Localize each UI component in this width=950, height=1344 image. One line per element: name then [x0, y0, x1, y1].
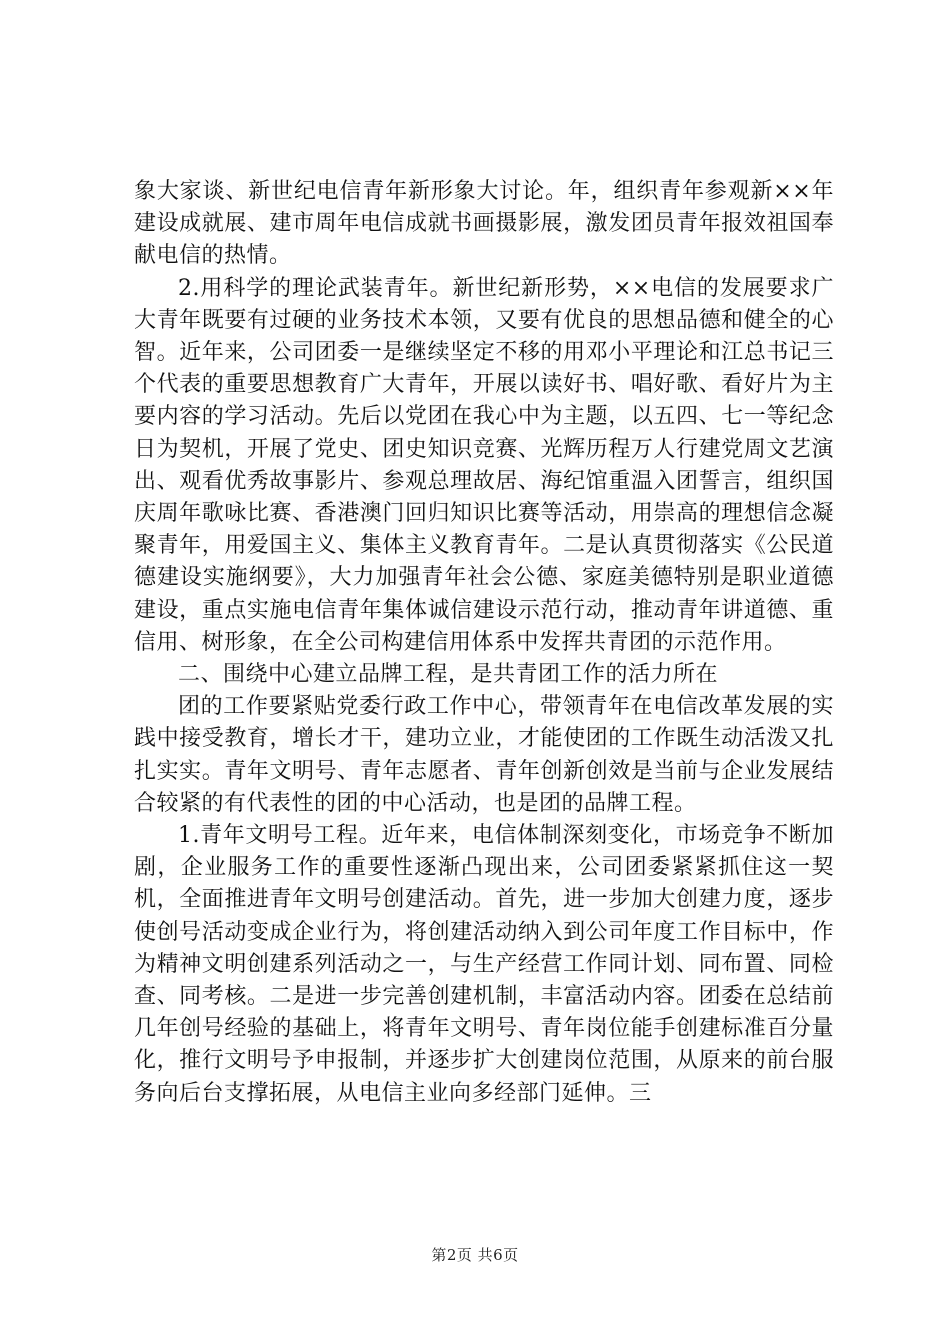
page-number-footer: 第2页 共6页 — [431, 1246, 519, 1264]
section-heading-brand-project: 二、围绕中心建立品牌工程，是共青团工作的活力所在 — [178, 662, 719, 688]
paragraph-continuation: 象大家谈、新世纪电信青年新形象大讨论。年，组织青年参观新××年建设成就展、建市周年电信成就书画摄影展，激发团员青年报效祖国奉献电信的热情。 — [134, 179, 834, 269]
paragraph-theory-section: 2.用科学的理论武装青年。新世纪新形势，××电信的发展要求广大青年既要有过硬的业务技术本领，又要有优良的思想品德和健全的心智。近年来，公司团委一是继续坚定不移的用邓小平理论和江总书记三个代表的重要思想教育广大青年，开展以读好书、唱好歌、看好片为主要内容的学习活动。先后以党团在我心中为主题，以五四、七一等纪念日为契机，开展了党史、团史知识竞赛、光辉历程万人行建党周文艺演出、观看优秀故事影片、参观总理故居、海纪馆重温入团誓言，组织国庆周年歌咏比赛、香港澳门回归知识比赛等活动，用崇高的理想信念凝聚青年，用爱国主义、集体主义教育青年。二是认真贯彻落实《公民道德建设实施纲要》，大力加强青年社会公德、家庭美德特别是职业道德建设，重点实施电信青年集体诚信建设示范行动，推动青年讲道德、重信用、树形象，在全公司构建信用体系中发挥共青团的示范作用。 — [134, 275, 834, 655]
paragraph-civilization-project: 1.青年文明号工程。近年来，电信体制深刻变化，市场竞争不断加剧，企业服务工作的重要性逐渐凸现出来，公司团委紧紧抓住这一契机，全面推进青年文明号创建活动。首先，进一步加大创建力度，逐步使创号活动变成企业行为，将创建活动纳入到公司年度工作目标中，作为精神文明创建系列活动之一，与生产经营工作同计划、同布置、同检查、同考核。二是进一步完善创建机制，丰富活动内容。团委在总结前几年创号经验的基础上，将青年文明号、青年岗位能手创建标准百分量化，推行文明号予申报制，并逐步扩大创建岗位范围，从原来的前台服务向后台支撑拓展，从电信主业向多经部门延伸。三 — [134, 823, 834, 1106]
paragraph-brand-intro: 团的工作要紧贴党委行政工作中心，带领青年在电信改革发展的实践中接受教育，增长才干，建功立业，才能使团的工作既生动活泼又扎扎实实。青年文明号、青年志愿者、青年创新创效是当前与企业发展结合较紧的有代表性的团的中心活动，也是团的品牌工程。 — [134, 694, 834, 816]
document-body — [134, 176, 834, 1206]
